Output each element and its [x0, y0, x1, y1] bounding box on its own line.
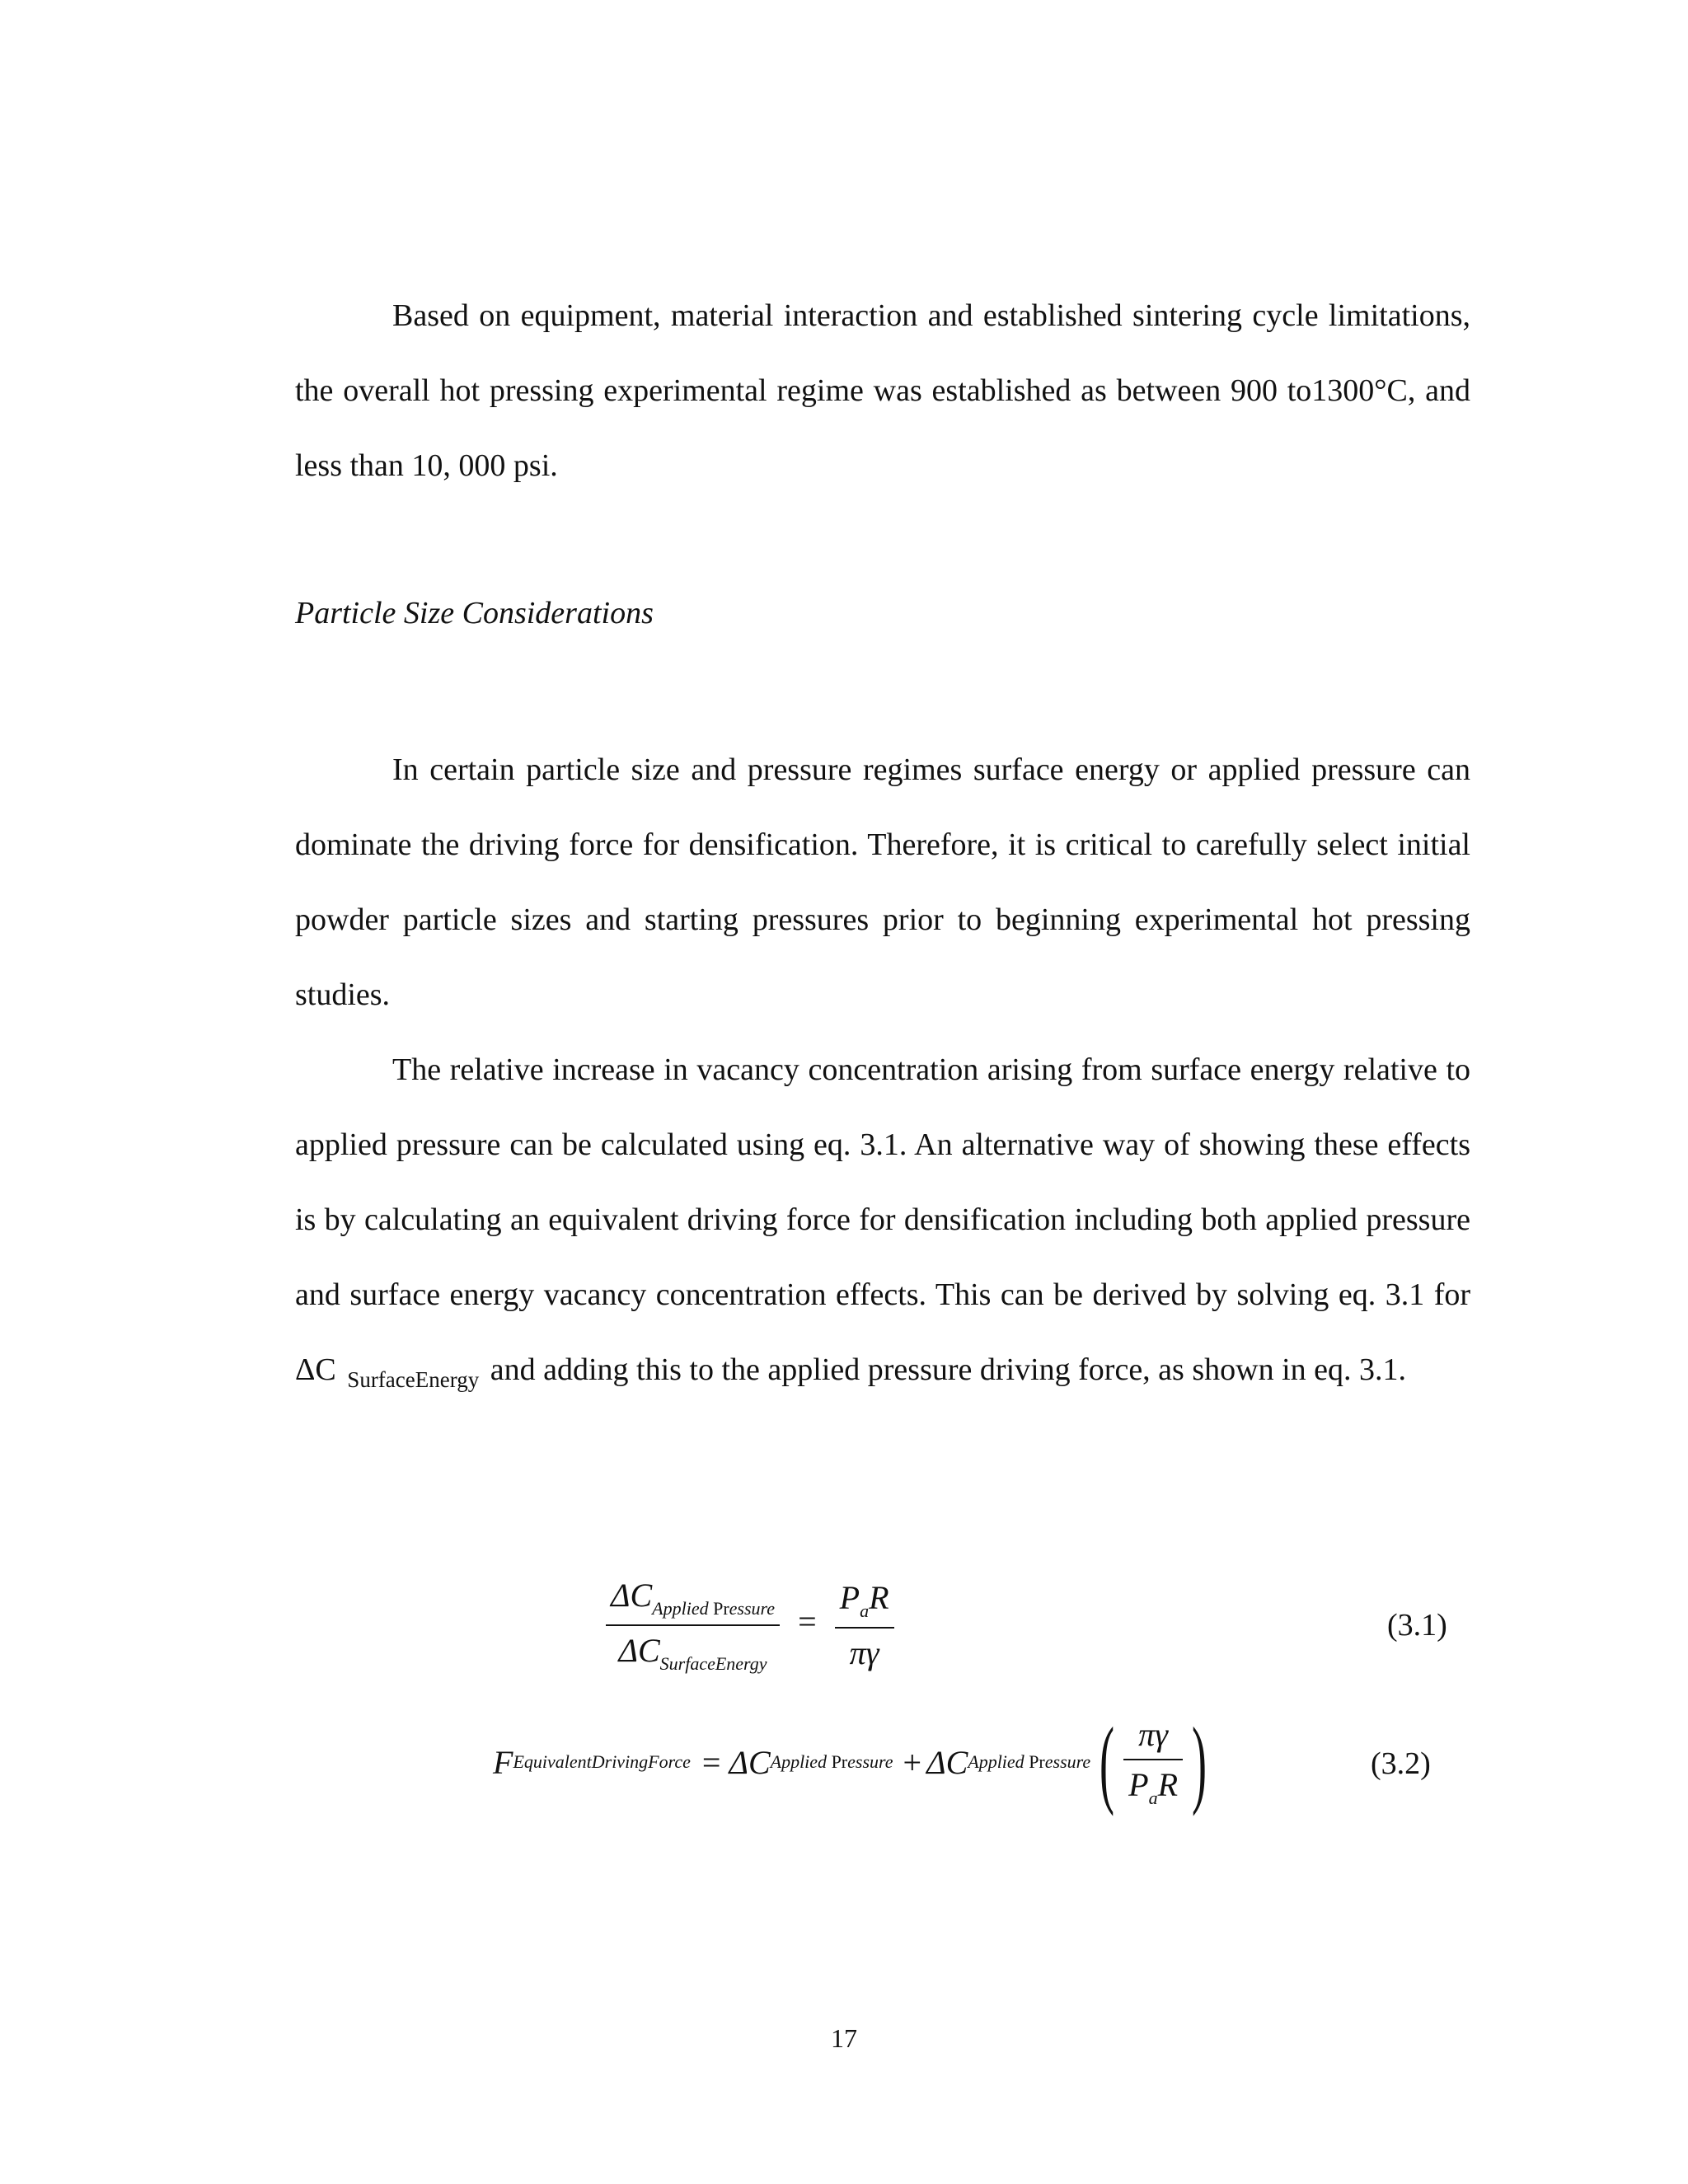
page-number: 17 — [831, 2023, 857, 2053]
surface-energy-subscript: SurfaceEnergy — [347, 1367, 480, 1392]
equation-number-3-2: (3.2) — [1371, 1746, 1431, 1781]
eq2-equals: = — [701, 1743, 721, 1781]
equation-3-1 — [606, 1576, 894, 1675]
eq1-equals: = — [798, 1603, 817, 1641]
eq1-p: P — [839, 1579, 860, 1616]
eq2-left-paren: ( — [1100, 1707, 1115, 1816]
eq1-lhs-fraction — [606, 1576, 780, 1675]
eq2-t1-sub-applied: Applied — [770, 1751, 828, 1772]
eq1-lhs-fraction-bar — [606, 1624, 780, 1626]
eq1-sub-applied: Applied — [652, 1598, 709, 1619]
eq1-rhs-fraction — [835, 1578, 894, 1672]
eq2-t2-sub-applied: Applied — [968, 1751, 1025, 1772]
eq2-sub-equivalent-driving-force: EquivalentDrivingForce — [513, 1751, 691, 1772]
eq2-delta-c-term2: ΔC — [926, 1743, 968, 1781]
section-heading-particle-size: Particle Size Considerations — [295, 596, 654, 630]
eq2-t2-sub-essure: essure — [1044, 1751, 1091, 1772]
eq2-plus: + — [903, 1743, 922, 1781]
paragraph-hot-pressing-regime: Based on equipment, material interaction and established sintering cycle limitations, the overall hot pressing experimental regime was established as between 900 to1300°C, and less than 10, 000 psi. — [295, 298, 1470, 483]
eq1-delta-c-surface: ΔC — [618, 1632, 660, 1669]
eq1-sub-surface-energy: SurfaceEnergy — [659, 1653, 767, 1674]
eq1-sub-pr: Pr — [713, 1598, 729, 1619]
eq1-delta-c-applied: ΔC — [611, 1577, 653, 1614]
eq2-sub-a: a — [1148, 1788, 1158, 1808]
equation-number-3-1: (3.1) — [1387, 1608, 1447, 1643]
eq1-sub-essure: essure — [729, 1598, 776, 1619]
paragraph-text-before: The relative increase in vacancy concentration arising from surface energy relative to applied pressure can be calculated using eq. 3.1. An alternative way of showing these effects is by calculating an equivalent driving force for densification including both applied pressure and surface energy vacancy concentration effects. This can be derived by solving eq. 3.1 for ΔC — [295, 1052, 1470, 1387]
eq2-t1-sub-essure: essure — [847, 1751, 893, 1772]
eq2-fraction-bar — [1123, 1759, 1183, 1760]
eq1-pi-gamma: πγ — [849, 1634, 879, 1671]
equation-3-2 — [493, 1707, 1216, 1816]
paragraph-vacancy-concentration — [295, 1033, 1470, 1418]
eq2-p: P — [1128, 1766, 1149, 1803]
eq2-t2-sub-pr: Pr — [1029, 1751, 1045, 1772]
eq2-r: R — [1157, 1766, 1178, 1803]
eq2-fraction — [1123, 1715, 1183, 1809]
eq1-rhs-fraction-bar — [835, 1627, 894, 1629]
paragraph-text-after: and adding this to the applied pressure driving force, as shown in eq. 3.1. — [490, 1352, 1406, 1387]
eq2-pi-gamma: πγ — [1138, 1716, 1168, 1753]
eq2-f: F — [493, 1743, 513, 1781]
eq2-delta-c-term1: ΔC — [729, 1743, 771, 1781]
eq1-sub-a: a — [860, 1601, 870, 1621]
eq2-right-paren: ) — [1191, 1707, 1207, 1816]
paragraph-particle-size-regimes: In certain particle size and pressure regimes surface energy or applied pressure can dominate the driving force for densification. Therefore, it is critical to carefully select initial powder particle sizes and starting pressures prior to beginning experimental hot pressing studies. — [295, 752, 1470, 1012]
eq2-t1-sub-pr: Pr — [831, 1751, 848, 1772]
eq1-r: R — [869, 1579, 889, 1616]
